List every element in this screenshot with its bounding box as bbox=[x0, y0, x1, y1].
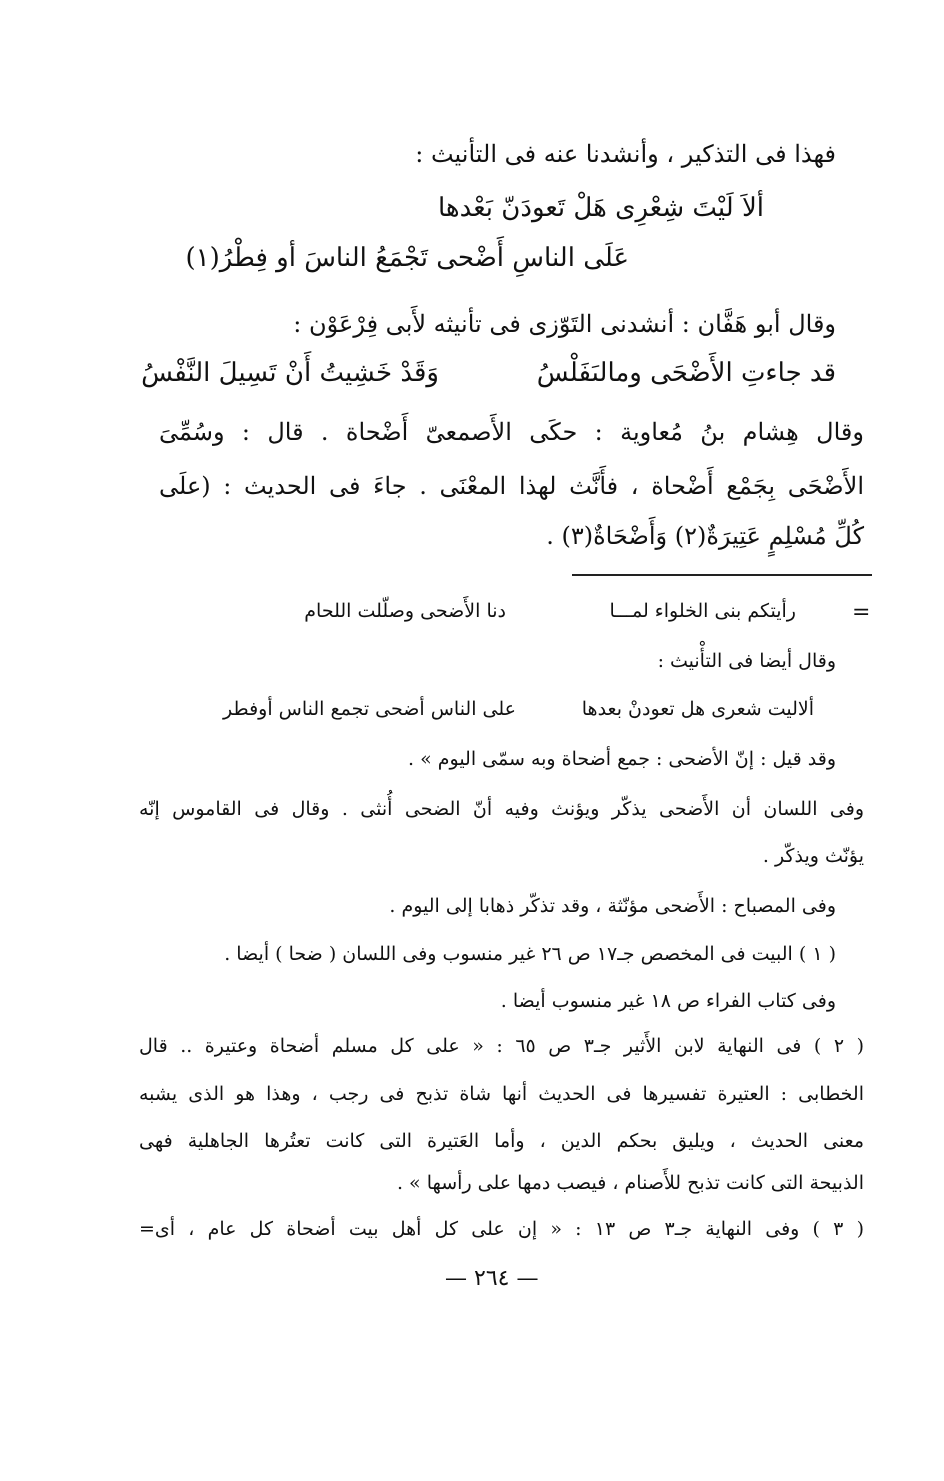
text-line: الأَضْحَى بِجَمْع أَضْحاة ، فأَنَّث لهذا المعْنَى . جاءَ فى الحديث : (علَى bbox=[159, 472, 864, 500]
text-line: وقال أبو هَفَّان : أنشدنى التَوّزى فى تأنيثه لأَبى فِرْعَوْن : bbox=[293, 310, 836, 338]
footnote-verse: على الناس أضحى تجمع الناس أوفطر bbox=[223, 698, 516, 720]
verse-hemistich: وَقَدْ خَشِيتُ أَنْ تَسِيلَ النَّفْسُ bbox=[141, 358, 439, 388]
footnote-line: يؤنّث ويذكّر . bbox=[762, 845, 864, 867]
footnote-line: ( ٣ ) وفى النهاية جـ٣ ص ١٣ : « إن على كل أهل بيت أضحاة كل عام ، أى= bbox=[139, 1218, 864, 1240]
text-line: كُلِّ مُسْلِمٍ عَتِيرَةٌ(٢) وَأَضْحَاةٌ(٣) . bbox=[546, 522, 864, 550]
text-line: وقال هِشام بنُ مُعاوية : حكَى الأَصمعىّ أَضْحاة . قال : وسُمِّىَ bbox=[159, 418, 864, 446]
footnote-line: الذبيحة التى كانت تذبح للأَصنام ، فيصب دمها على رأسها » . bbox=[396, 1172, 864, 1194]
footnote-separator bbox=[572, 574, 872, 576]
verse-hemistich: قد جاءتِ الأَضْحَى ومالىَفَلْسُ bbox=[536, 358, 836, 388]
footnote-line: وقد قيل : إنّ الأضحى : جمع أضحاة وبه سمّى اليوم » . bbox=[408, 748, 836, 770]
continuation-mark: = bbox=[852, 600, 871, 625]
footnote-line: الخطابى : العتيرة تفسيرها فى الحديث أنها شاة تذبح فى رجب ، وهذا هو الذى يشبه bbox=[139, 1083, 864, 1105]
footnote-line: معنى الحديث ، ويليق بحكم الدين ، وأما العَتيرة التى كانت تعتُرها الجاهلية فهى bbox=[139, 1130, 864, 1152]
footnote-line: وفى المصباح : الأَضحى مؤنّثة ، وقد تذكّر ذهابا إلى اليوم . bbox=[389, 895, 836, 917]
footnote-line: وفى اللسان أن الأَضحى يذكّر ويؤنث وفيه أنّ الضحى أُنثى . وقال فى القاموس إنّه bbox=[139, 798, 864, 820]
footnote-line: وقال أيضا فى التأْنيث : bbox=[657, 650, 836, 672]
text-line: فهذا فى التذكير ، وأنشدنا عنه فى التأنيث : bbox=[415, 140, 836, 168]
footnote-line: ( ٢ ) فى النهاية لابن الأَثير جـ٣ ص ٦٥ : « على كل مسلم أضحاة وعتيرة .. قال bbox=[139, 1035, 865, 1057]
footnote-line: ( ١ ) البيت فى المخصص جـ١٧ ص ٢٦ غير منسوب وفى اللسان ( ضحا ) أيضا . bbox=[224, 943, 836, 965]
verse-hemistich: عَلَى الناسِ أَضْحى تَجْمَعُ الناسَ أو فِطْرُ(١) bbox=[185, 243, 629, 273]
page-number: — ٢٦٤ — bbox=[445, 1266, 539, 1291]
footnote-line: وفى كتاب الفراء ص ١٨ غير منسوب أيضا . bbox=[500, 990, 836, 1012]
verse-hemistich: ألاَ لَيْتَ شِعْرِى هَلْ تَعودَنّ بَعْدها bbox=[437, 193, 764, 223]
footnote-verse: رأيتكم بنى الخلواء لمـــا bbox=[609, 600, 796, 622]
footnote-verse: دنا الأَضحى وصلّلت اللحام bbox=[304, 600, 506, 622]
footnote-verse: ألاليت شعرى هل تعودنْ بعدها bbox=[581, 698, 814, 720]
